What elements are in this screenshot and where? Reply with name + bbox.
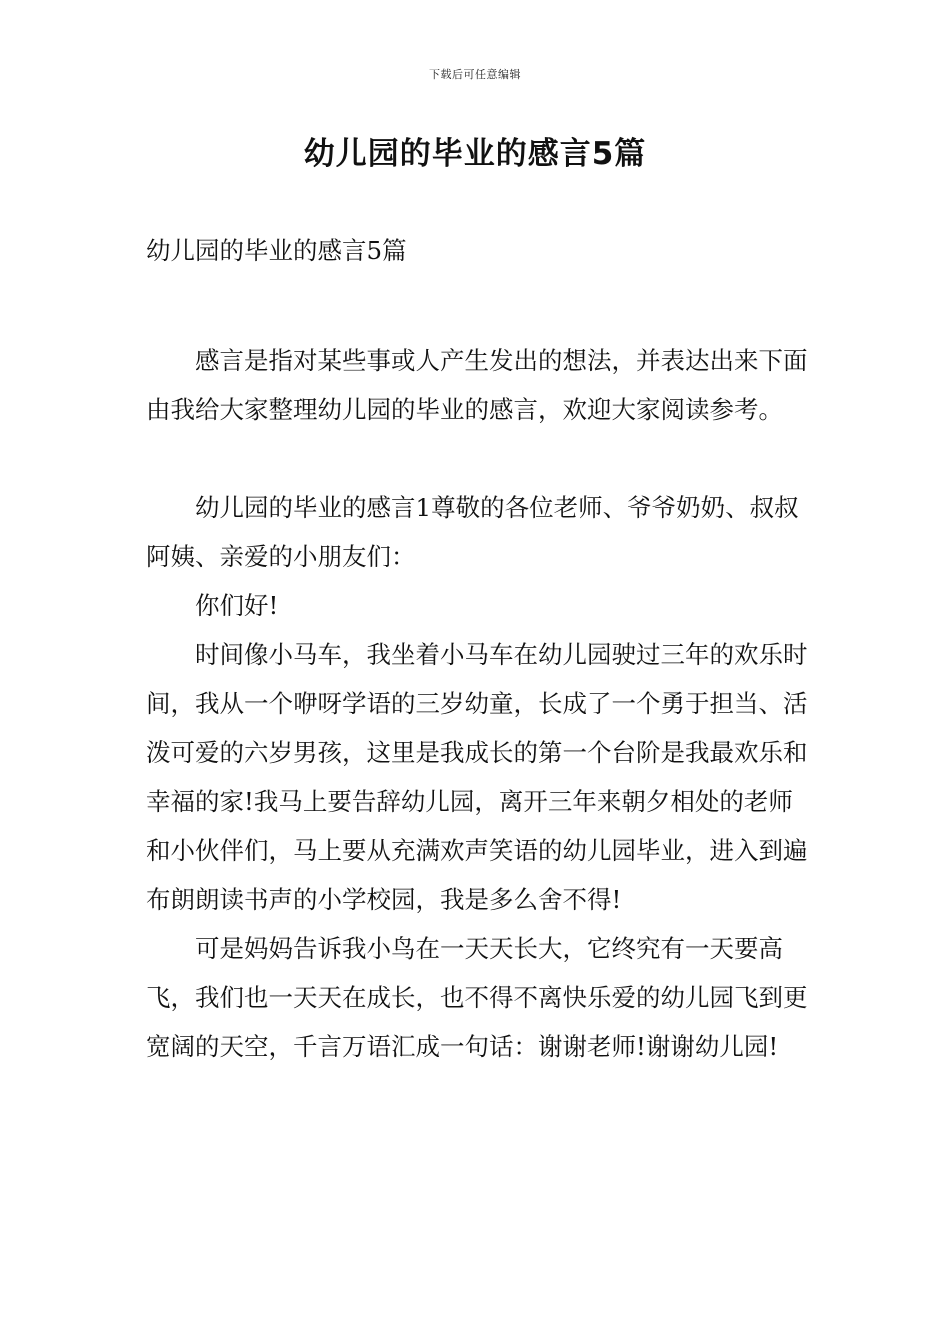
section-paragraph: 幼儿园的毕业的感言1尊敬的各位老师、爷爷奶奶、叔叔阿姨、亲爱的小朋友们：	[146, 493, 799, 571]
spacer	[146, 434, 808, 483]
greeting-paragraph: 你们好!	[195, 591, 279, 620]
document-subtitle: 幼儿园的毕业的感言5篇	[146, 236, 407, 265]
document-body	[146, 226, 808, 1071]
header-note: 下载后可任意编辑	[429, 68, 521, 81]
body-paragraph: 时间像小马车，我坐着小马车在幼儿园驶过三年的欢乐时间，我从一个咿呀学语的三岁幼童，长成了一个勇于担当、活泼可爱的六岁男孩，这里是我成长的第一个台阶是我最欢乐和幸福的家!我马上要告辞幼儿园，离开三年来朝夕相处的老师和小伙伴们，马上要从充满欢声笑语的幼儿园毕业，进入到遍布朗朗读书声的小学校园，我是多么舍不得!	[146, 640, 808, 914]
document-title: 幼儿园的毕业的感言5篇	[303, 136, 647, 172]
intro-paragraph: 感言是指对某些事或人产生发出的想法，并表达出来下面由我给大家整理幼儿园的毕业的感言，欢迎大家阅读参考。	[146, 346, 808, 424]
spacer	[146, 275, 808, 336]
body-paragraph: 可是妈妈告诉我小鸟在一天天长大，它终究有一天要高飞，我们也一天天在成长，也不得不离快乐爱的幼儿园飞到更宽阔的天空，千言万语汇成一句话：谢谢老师!谢谢幼儿园!	[146, 934, 808, 1061]
